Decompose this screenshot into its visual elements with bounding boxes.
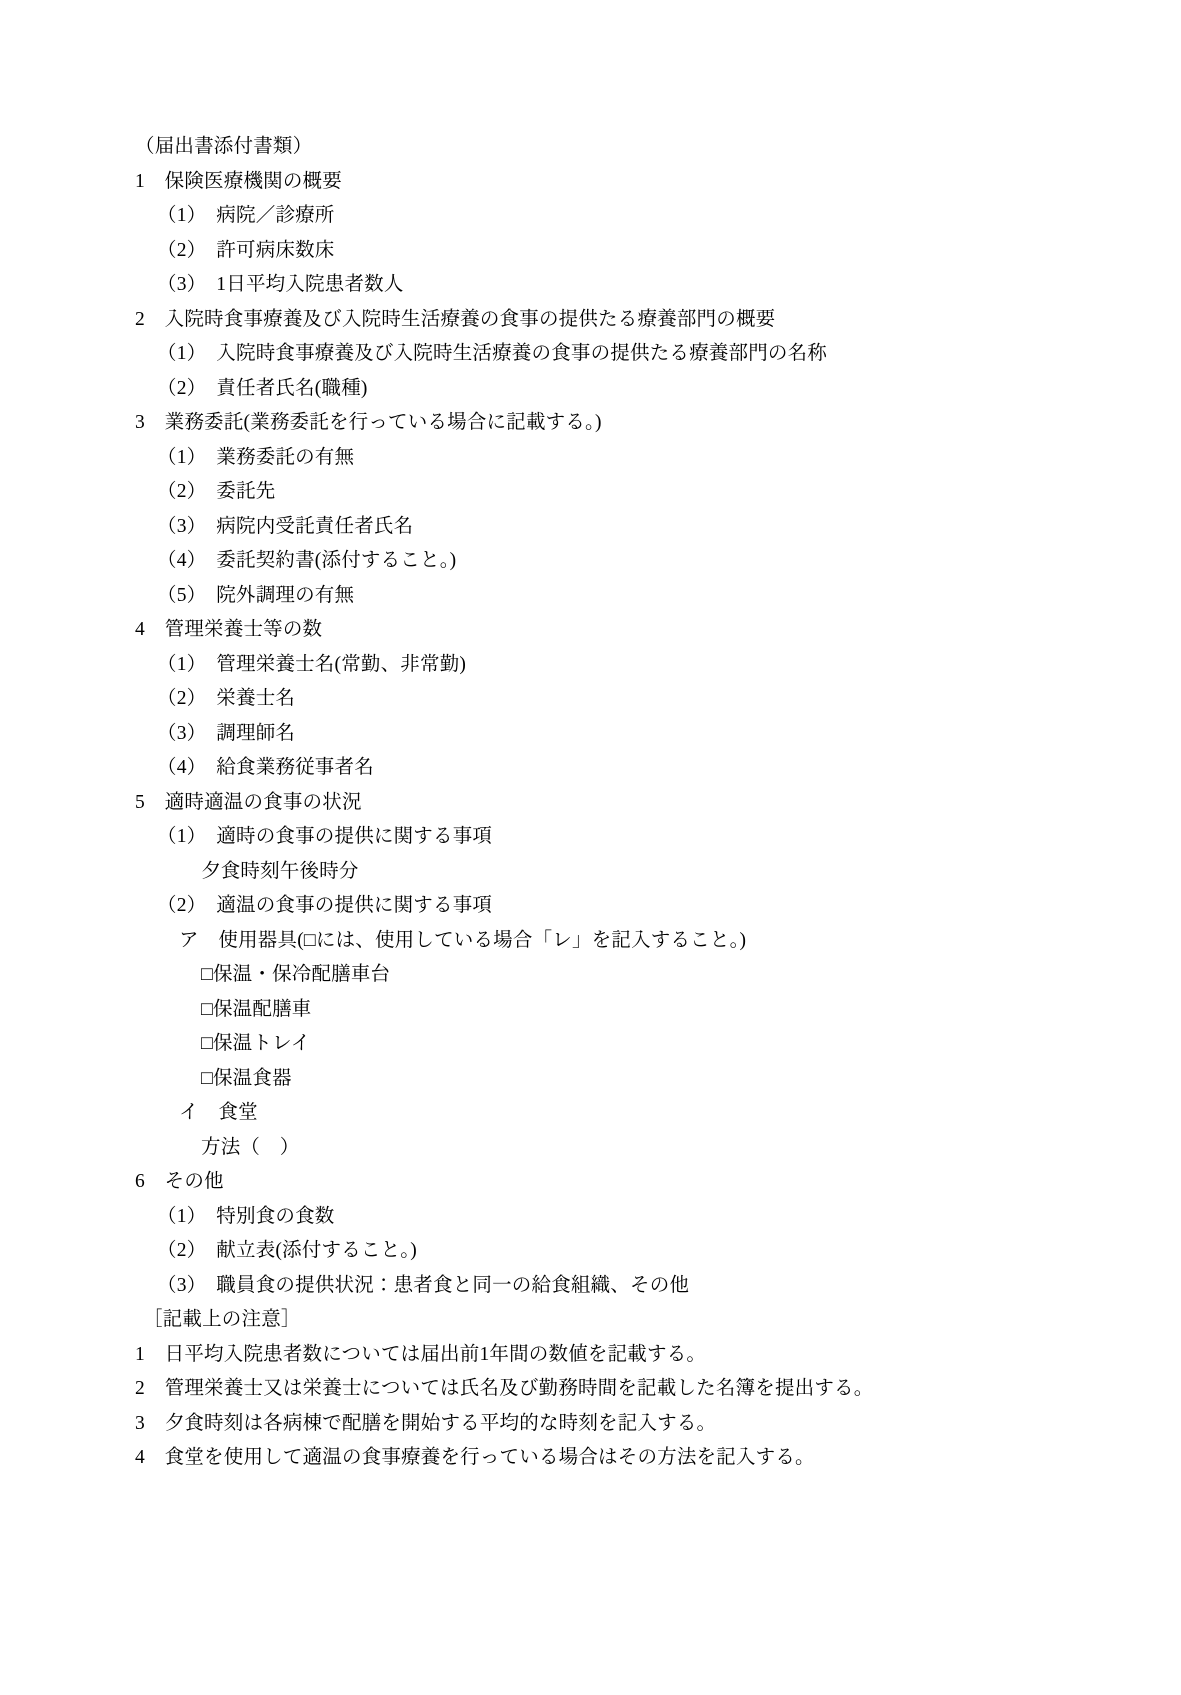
section-line: ア 使用器具(□には、使用している場合「レ」を記入すること。) [179, 929, 747, 951]
section-line: （1） 入院時食事療養及び入院時生活療養の食事の提供たる療養部門の名称 [157, 343, 828, 364]
section-line: 3 業務委託(業務委託を行っている場合に記載する。) [135, 412, 602, 433]
section-line: （2） 許可病床数床 [157, 239, 335, 261]
note-item: 1 日平均入院患者数については届出前1年間の数値を記載する。 [135, 1343, 707, 1365]
section-line: （2） 責任者氏名(職種) [157, 377, 368, 399]
section-line: 2 入院時食事療養及び入院時生活療養の食事の提供たる療養部門の概要 [135, 308, 776, 330]
section-line: （4） 委託契約書(添付すること。) [157, 550, 457, 571]
section-line: （3） 1日平均入院患者数人 [157, 274, 404, 295]
note-item: 4 食堂を使用して適温の食事療養を行っている場合はその方法を記入する。 [135, 1447, 815, 1468]
section-line: （3） 病院内受託責任者氏名 [157, 515, 414, 537]
checkbox-line: □保温配膳車 [201, 998, 312, 1020]
section-line: （3） 調理師名 [157, 722, 296, 744]
checkbox-line: □保温トレイ [201, 1033, 311, 1054]
section-line: （1） 適時の食事の提供に関する事項 [157, 826, 493, 847]
checkbox-line: □保温・保冷配膳車台 [201, 964, 391, 985]
section-line: イ 食堂 [179, 1102, 258, 1123]
section-line: （1） 病院／診療所 [157, 205, 335, 226]
section-line: （4） 給食業務従事者名 [157, 757, 374, 778]
notes-list [135, 1338, 1061, 1476]
section-line: （3） 職員食の提供状況：患者食と同一の給食組織、その他 [157, 1274, 690, 1296]
section-line: 1 保険医療機関の概要 [135, 170, 342, 192]
section-line: （1） 特別食の食数 [157, 1205, 335, 1227]
section-line: （1） 業務委託の有無 [157, 446, 355, 468]
document-title: （届出書添付書類） [135, 136, 313, 157]
section-line: 5 適時適温の食事の状況 [135, 791, 362, 813]
note-item: 3 夕食時刻は各病棟で配膳を開始する平均的な時刻を記入する。 [135, 1412, 717, 1434]
section-line: （5） 院外調理の有無 [157, 584, 355, 606]
section-line: （2） 献立表(添付すること。) [157, 1240, 417, 1261]
checkbox-line: □保温食器 [201, 1067, 292, 1089]
section-line: （2） 委託先 [157, 481, 276, 502]
note-item: 2 管理栄養士又は栄養士については氏名及び勤務時間を記載した名簿を提出する。 [135, 1378, 874, 1399]
document-body [135, 165, 1061, 1304]
section-line: （1） 管理栄養士名(常勤、非常勤) [157, 653, 467, 675]
section-line: （2） 栄養士名 [157, 688, 296, 709]
notes-heading: ［記載上の注意］ [143, 1309, 301, 1330]
section-line: 夕食時刻午後時分 [201, 860, 359, 882]
section-line: 6 その他 [135, 1171, 224, 1192]
section-line: （2） 適温の食事の提供に関する事項 [157, 895, 493, 916]
section-line: 4 管理栄養士等の数 [135, 619, 323, 640]
section-line: 方法（ ） [201, 1136, 300, 1158]
